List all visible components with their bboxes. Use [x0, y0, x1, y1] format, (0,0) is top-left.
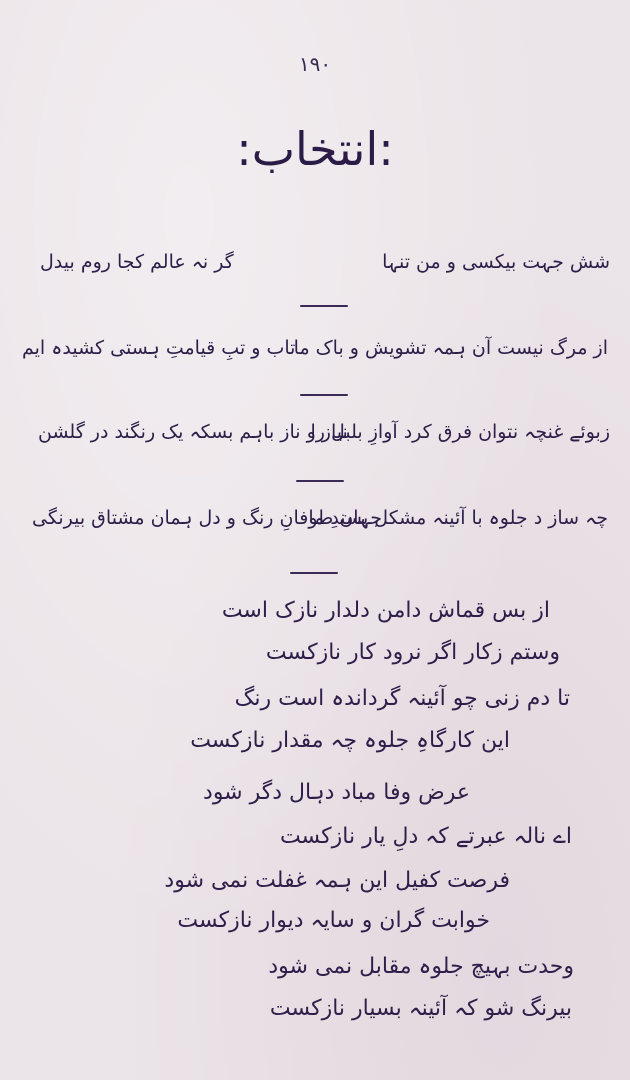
verse-line: خوابت گران و سایہ دیوار نازکست	[177, 908, 490, 933]
divider-line	[300, 394, 348, 396]
couplet-first-hemistich: از مرگ نیست آن ہمہ تشویش و باک ما	[293, 337, 608, 359]
verse-line: از بس قماش دامن دلدار نازک است	[221, 598, 550, 623]
divider-line	[300, 305, 348, 307]
couplet	[20, 488, 610, 548]
couplet-first-hemistich: چہ ساز د جلوہ با آئینہ مشکل پسندِ ما	[308, 507, 608, 529]
divider-line	[290, 572, 338, 574]
couplet	[20, 402, 610, 462]
verse-line: بیرنگ شو کہ آئینہ بسیار نازکست	[269, 996, 572, 1021]
couplet-second-hemistich: نیاز و ناز باہم بسکہ یک رنگند در گلشن	[38, 421, 348, 443]
verse-line: اے نالہ عبرتے کہ دلِ یار نازکست	[279, 824, 572, 849]
verse-line: وستم زکار اگر نرود کار نازکست	[265, 640, 560, 665]
page-title: :انتخاب:	[236, 122, 394, 176]
verse-line: این کارگاہِ جلوہ چہ مقدار نازکست	[190, 728, 510, 753]
couplet-second-hemistich: جہان طوفانِ رنگ و دل ہمان مشتاق بیرنگی	[32, 507, 382, 529]
verse-line: فرصت کفیل این ہمہ غفلت نمی شود	[164, 868, 510, 893]
couplet	[20, 318, 610, 378]
verse-line: وحدت بہیچ جلوہ مقابل نمی شود	[268, 954, 574, 979]
verse-line: عرض وفا مباد دہال دگر شود	[203, 780, 470, 805]
couplet-first-hemistich: شش جہت بیکسی و من تنہا	[382, 251, 610, 273]
verse-line: تا دم زنی چو آئینہ گرداندہ است رنگ	[234, 686, 570, 711]
couplet-first-hemistich: زبوئے غنچہ نتوان فرق کرد آوازِ بلبل را	[310, 421, 610, 443]
couplet-second-hemistich: تاب و تبِ قیامتِ ہستی کشیدہ ایم	[22, 337, 296, 359]
divider-line	[296, 480, 344, 482]
page-number: ۱۹۰	[298, 52, 332, 76]
couplet-second-hemistich: گر نہ عالم کجا روم بیدل	[40, 251, 234, 273]
couplet	[20, 232, 610, 292]
